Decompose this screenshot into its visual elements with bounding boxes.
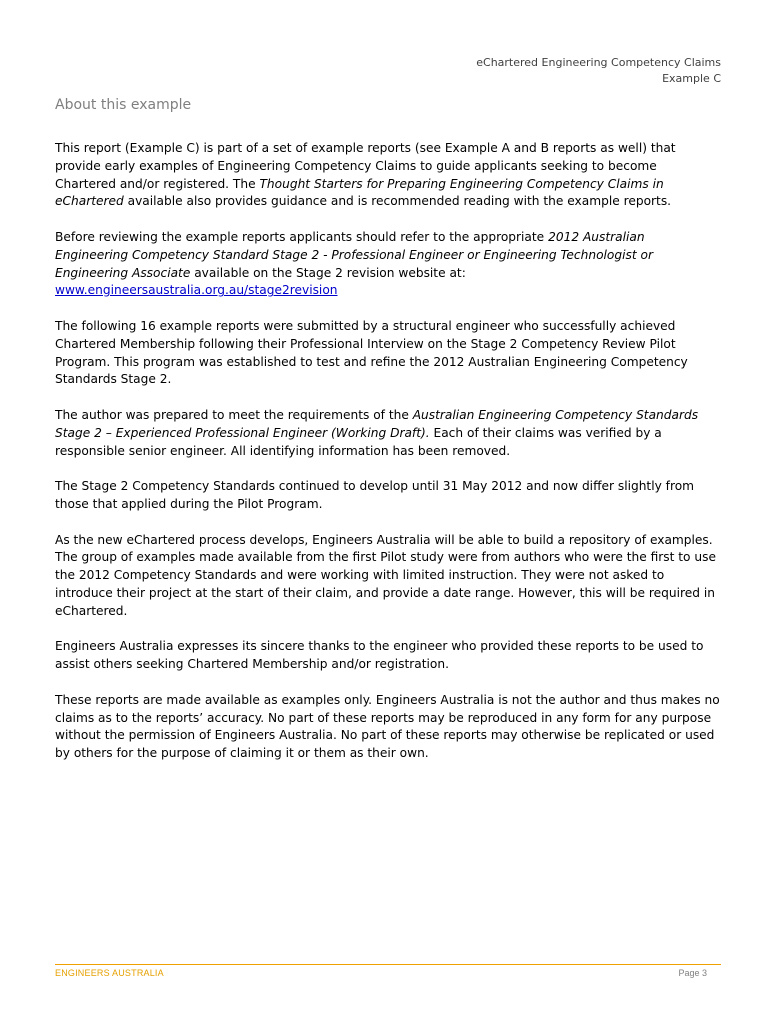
page-number: Page 3	[678, 968, 707, 978]
paragraph-1	[55, 140, 720, 211]
paragraph-8: These reports are made available as examples only. Engineers Australia is not the author and thus makes no claims as to the reports’ accuracy. No part of these reports may be reproduced in any form for any purpose without the permission of Engineers Australia. No part of these reports may otherwise be replicated or used by others for the purpose of claiming it or them as their own.	[55, 692, 720, 761]
paragraph-2-text-a: Before reviewing the example reports applicants should refer to the appropriate	[55, 229, 549, 244]
stage2-revision-link[interactable]: www.engineersaustralia.org.au/stage2revision	[55, 283, 338, 298]
paragraph-6: As the new eChartered process develops, Engineers Australia will be able to build a repository of examples. The group of examples made available from the first Pilot study were from authors who were the first to use the 2012 Competency Standards and were working with limited instruction. They were not asked to introduce their project at the start of their claim, and provide a date range. However, this will be required in eChartered.	[55, 532, 716, 618]
paragraph-1-text-a: This report (Example C) is part of a set of example reports (see Example A and B reports as well) that provide early examples of Engineering Competency Claims to guide applicants seeking to become Chartered and/or registered. The	[55, 141, 676, 191]
footer-organization: ENGINEERS AUSTRALIA	[55, 968, 164, 978]
header-subtitle: Example C	[662, 72, 721, 85]
paragraph-4	[55, 407, 720, 460]
paragraph-1-italic: Thought Starters for Preparing Engineering Competency Claims in eChartered	[55, 176, 664, 209]
paragraph-4-text-c: Each of their claims was verified by a responsible senior engineer. All identifying information has been removed.	[55, 425, 662, 458]
paragraph-2-text-c: available on the Stage 2 revision website at:	[190, 265, 466, 280]
section-heading: About this example	[55, 97, 192, 113]
paragraph-2	[55, 229, 720, 300]
paragraph-2-italic: 2012 Australian Engineering Competency Standard Stage 2 - Professional Engineer or Engineering Technologist or Engineering Associate	[55, 229, 653, 280]
paragraph-5: The Stage 2 Competency Standards continued to develop until 31 May 2012 and now differ slightly from those that applied during the Pilot Program.	[55, 479, 695, 511]
document-header	[476, 55, 721, 87]
document-body	[55, 140, 720, 781]
header-title: eChartered Engineering Competency Claims	[476, 56, 721, 69]
paragraph-7: Engineers Australia expresses its sincere thanks to the engineer who provided these reports to be used to assist others seeking Chartered Membership and/or registration.	[55, 639, 704, 672]
paragraph-3: The following 16 example reports were submitted by a structural engineer who successfully achieved Chartered Membership following their Professional Interview on the Stage 2 Competency Review Pilot Program. This program was established to test and refine the 2012 Australian Engineering Competency Standards Stage 2.	[55, 318, 688, 387]
paragraph-1-text-c: available also provides guidance and is recommended reading with the example reports.	[123, 194, 672, 209]
footer-divider	[55, 964, 721, 965]
paragraph-4-italic: Australian Engineering Competency Standards Stage 2 – Experienced Professional Engineer (Working Draft).	[55, 407, 699, 440]
paragraph-4-text-a: The author was prepared to meet the requirements of the	[55, 407, 413, 422]
